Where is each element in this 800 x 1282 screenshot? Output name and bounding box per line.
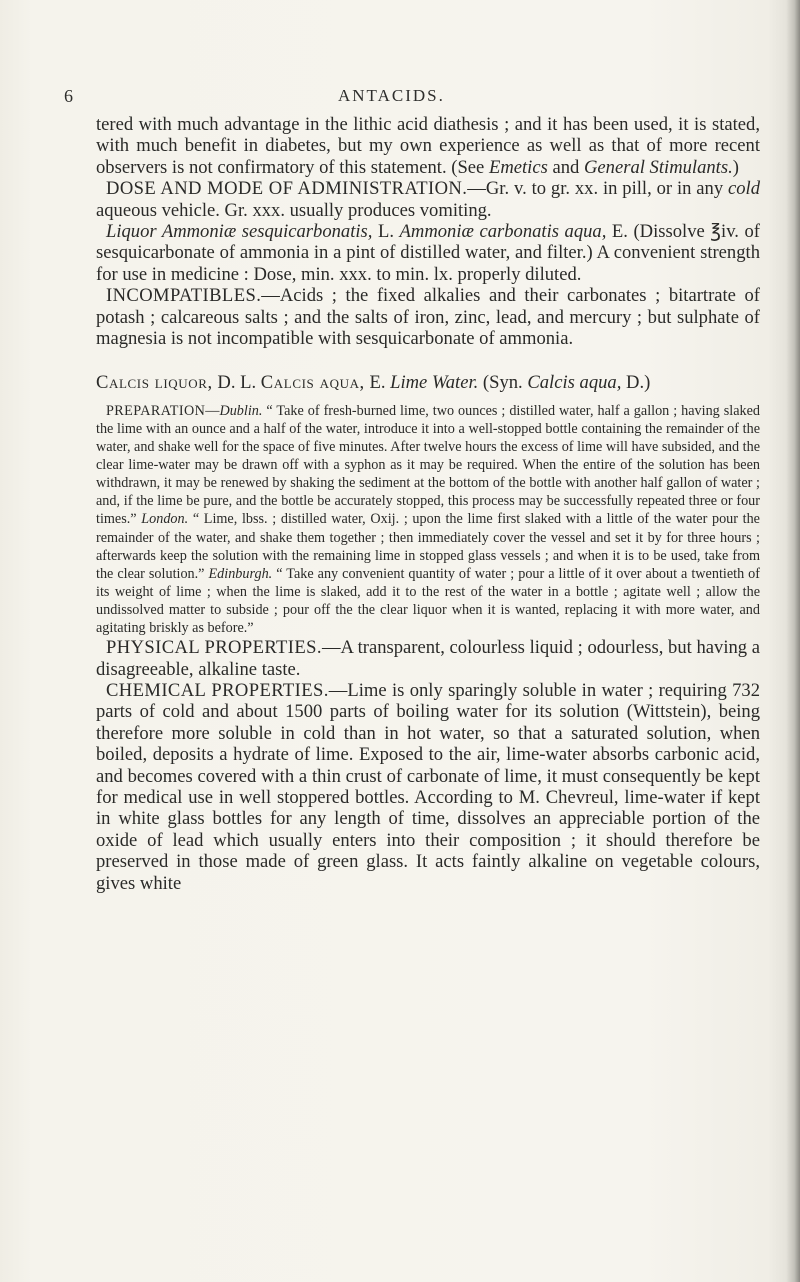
p1-close: ) (732, 156, 739, 178)
preparation-text-a: “ Take of fresh-burned lime, two ounces ; distilled water, half a gallon ; having slaked the lime with an ounce and a half of the water, introduce it into a well-stopped bottle containing the remainder of the water, and shake well for the space of five minutes. After twelve hours the excess of lime will have subsided, and the clear lime-water may be drawn off with a syphon as it may be required. When the entire of the solution has been withdrawn, it may be renewed by shaking the sediment at the bottom of the bottle with another half gallon of water ; and, if the lime be pure, and the bottle be accurately stopped, this process may be successfully repeated three or four times.” (96, 402, 760, 528)
dose-text-a: —Gr. v. to gr. xx. in pill, or in any (467, 178, 728, 200)
liquor-text-a: L. (372, 221, 400, 243)
liquor-text-b: E. (Dissolve ℥iv. of sesquicarbonate of ammonia in a pint of distilled water, and filter.) A convenient strength for use in medicine : Dose, min. xxx. to min. lx. properly diluted. (96, 221, 760, 285)
p1-and: and (547, 156, 584, 178)
preparation-dash: — (205, 402, 220, 419)
incompatibles-label: INCOMPATIBLES. (106, 285, 262, 307)
heading-calcis-liquor: Calcis liquor, (96, 372, 213, 394)
paragraph-diabetes (96, 114, 760, 178)
liquor-name: Liquor Ammoniæ sesquicarbonatis, (106, 221, 373, 243)
paragraph-chemical-properties (96, 680, 760, 894)
paragraph-dose (96, 178, 760, 221)
chemical-text: —Lime is only sparingly soluble in water ; requiring 732 parts of cold and about 1500 parts of boiling water for its solution (Wittstein), being therefore more soluble in cold than in hot water, so that a saturated solution, when boiled, deposits a hydrate of lime. Exposed to the air, lime-water absorbs carbonic acid, and becomes covered with a thin crust of carbonate of lime, it must consequently be kept for medical use in well stoppered bottles. According to M. Chevreul, lime-water if kept in white glass bottles for any length of time, dissolves an appreciable portion of the oxide of lead which usually enters into their composition ; it should therefore be preserved in those made of green glass. It acts faintly alkaline on vegetable colours, gives white (96, 679, 760, 894)
paragraph-incompatibles (96, 285, 760, 349)
preparation-text-c: “ Take any convenient quantity of water ; pour a little of it over about a twentieth of its weight of lime ; when the lime is slaked, add it to the rest of the water in a bottle ; agitate well ; allow the undissolved matter to subside ; pour off the the clear liquor when it is wanted, replacing it with more water, and agitating briskly as before.” (96, 565, 760, 636)
heading-synonym: Calcis aqua, (527, 372, 622, 394)
preparation-label: PREPARATION (106, 402, 206, 419)
dose-text-b: aqueous vehicle. Gr. xxx. usually produces vomiting. (96, 199, 492, 221)
heading-lime-water: Lime Water. (390, 372, 479, 394)
preparation-text-b: “ Lime, lbss. ; distilled water, Oxij. ; upon the lime first slaked with a little of the water pour the remainder of the water, and shake them together ; then immediately cover the vessel and set it by for three hours ; afterwards keep the solution with the remaining lime in stopped glass vessels ; and when it is to be used, take from the clear solution.” (96, 511, 760, 582)
paragraph-physical-properties (96, 637, 760, 680)
p1-emphasis-stimulants: General Stimulants. (583, 156, 733, 178)
paragraph-liquor-ammoniae (96, 221, 760, 285)
page-number: 6 (64, 86, 74, 106)
heading-text-c: (Syn. (478, 372, 528, 394)
preparation-london: London. (141, 511, 189, 528)
dose-emphasis-cold: cold (728, 178, 761, 200)
section-spacer (96, 349, 760, 372)
preparation-dublin: Dublin. (219, 402, 263, 419)
heading-text-d: D.) (621, 372, 651, 394)
page-edge-shadow (786, 0, 800, 1282)
dose-label: DOSE AND MODE OF ADMINISTRATION. (106, 178, 468, 200)
paragraph-preparation (96, 402, 760, 637)
p1-emphasis-emetics: Emetics (488, 156, 548, 178)
physical-text: —A transparent, colourless liquid ; odourless, but having a disagreeable, alkaline taste. (96, 637, 760, 680)
heading-text-b: E. (364, 372, 391, 394)
section-heading-lime-water (96, 372, 760, 393)
liquor-aqua-name: Ammoniæ carbonatis aqua, (399, 221, 607, 243)
page-body (96, 114, 760, 894)
section-spacer-small (96, 394, 760, 402)
p1-text: tered with much advantage in the lithic acid diathesis ; and it has been used, it is stated, with much benefit in diabetes, but my own experience as well as that of more recent observers is not confirmatory of this statement. (See (96, 114, 760, 178)
heading-calcis-aqua: Calcis aqua, (260, 372, 365, 394)
preparation-edinburgh: Edinburgh. (208, 565, 273, 582)
heading-text-a: D. L. (212, 372, 261, 394)
running-title: ANTACIDS. (338, 86, 445, 105)
physical-label: PHYSICAL PROPERTIES. (106, 637, 322, 659)
chemical-label: CHEMICAL PROPERTIES. (106, 679, 329, 701)
incompatibles-text: —Acids ; the fixed alkalies and their carbonates ; bitartrate of potash ; calcareous salts ; and the salts of iron, zinc, lead, and mercury ; but sulphate of magnesia is not incompatible with sesquicarbonate of ammonia. (96, 285, 760, 350)
